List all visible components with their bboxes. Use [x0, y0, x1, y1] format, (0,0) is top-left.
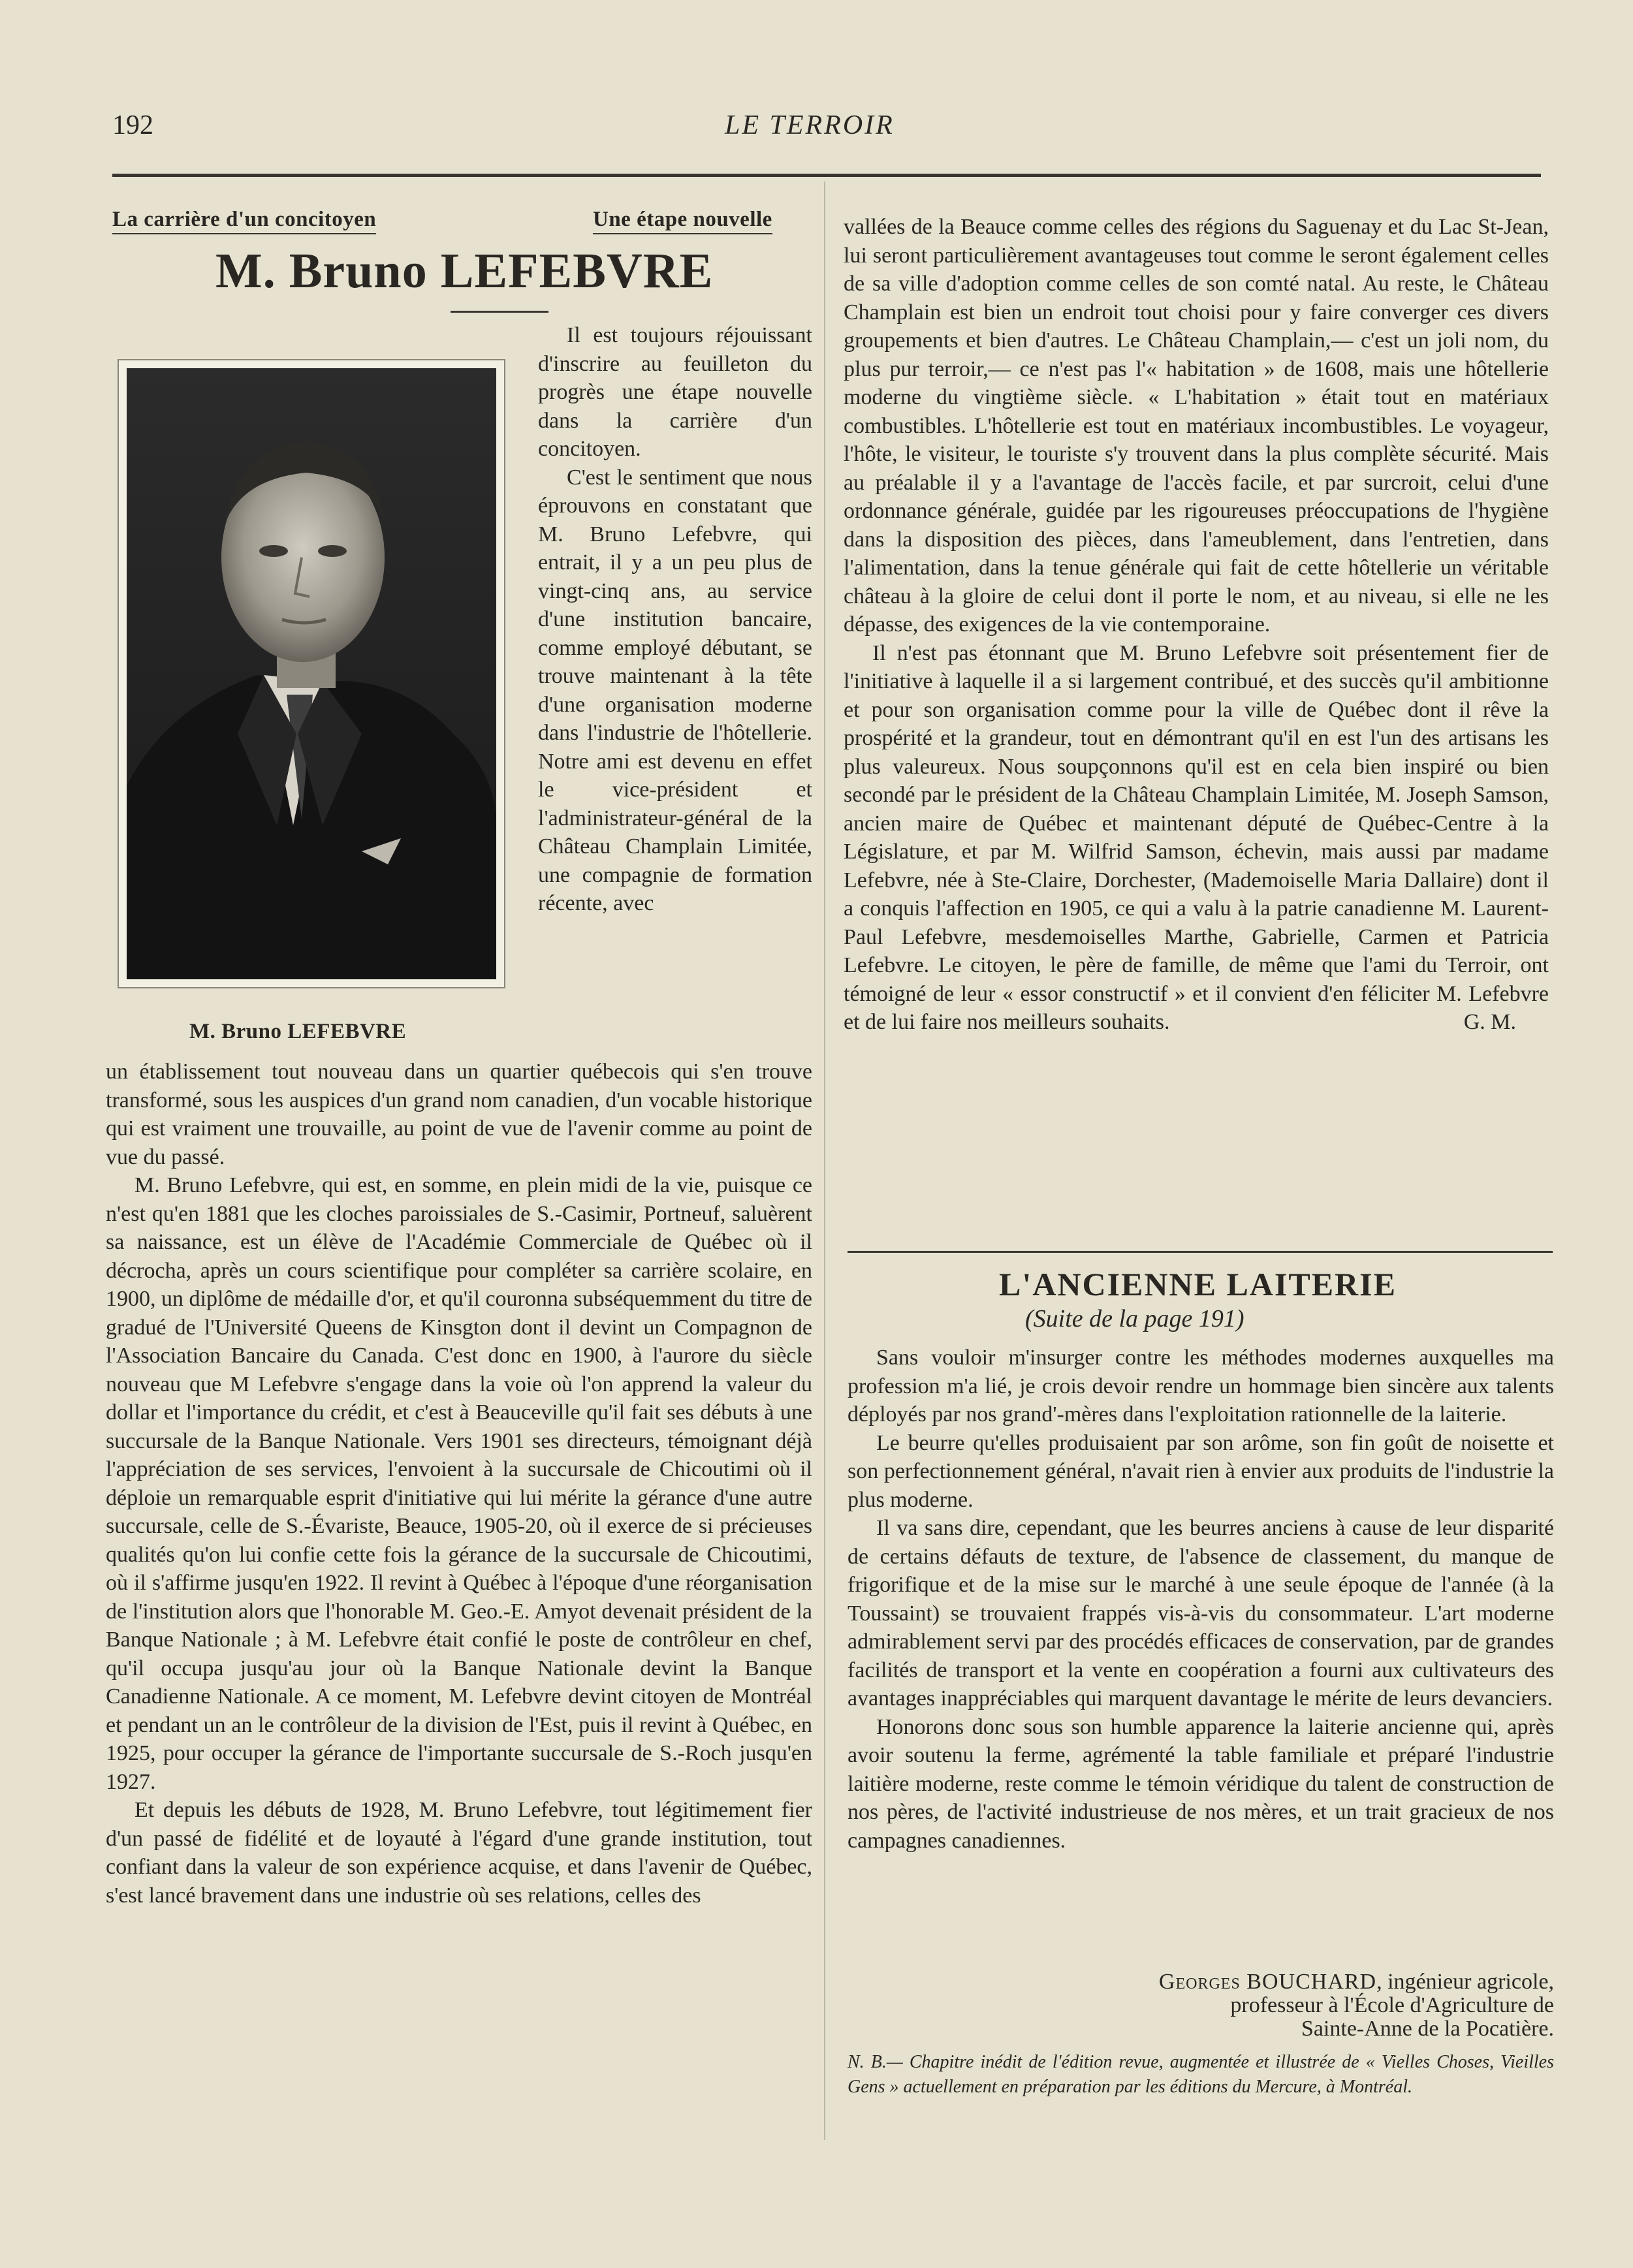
signature: G. M.	[1463, 1010, 1516, 1034]
photo-caption: M. Bruno LEFEBVRE	[189, 1020, 407, 1043]
article1-right-column	[844, 213, 1549, 1037]
author-name: Georges BOUCHARD	[1158, 1970, 1377, 1994]
portrait-photo	[127, 368, 496, 979]
paragraph: Sans vouloir m'insurger contre les méthodes modernes auxquelles ma profession m'a lié, je crois devoir rendre un hommage bien sincère aux talents déployés par nos grand'-mères dans l'exploitation rationnelle de la laiterie.	[848, 1346, 1554, 1426]
paragraph: M. Bruno Lefebvre, qui est, en somme, en plein midi de la vie, puisque ce n'est qu'en 1881 que les cloches paroissiales de S.-Casimir, Portneuf, saluèrent sa naissance, est un élève de l'Académie Commerciale de Québec où il décrocha, après un cours scientifique pour compléter sa carrière scolaire, en 1900, un diplôme de médaille d'or, et qu'il couronna subséquemment du titre de gradué de l'Université Queens de Kinsgton dont il devint un Compagnon de l'Association Bancaire du Canada. C'est donc en 1900, à l'aurore du siècle nouveau que M Lefebvre s'engage dans la voie où l'on apprend la valeur du dollar et l'importance du crédit, et c'est à Beauceville qu'il fait ses débuts à une succursale de la Banque Nationale. Vers 1901 ses directeurs, témoignant déjà l'appréciation de ses services, l'envoient à la succursale de Chicoutimi où il déploie un remarquable esprit d'initiative qui lui mérite la gérance d'une autre succursale, celle de S.-Évariste, Beauce, 1905-20, où il exerce de si précieuses qualités qu'on lui confie cette fois la gérance de la succursale de Chicoutimi, où il s'affirme jusqu'en 1922. Il revint à Québec à l'époque d'une réorganisation de l'institution alors que l'honorable M. Geo.-E. Amyot devenait président de la Banque Nationale ; à M. Lefebvre était confié le poste de contrôleur en chef, qu'il occupa jusqu'au jour où la Banque Nationale devint la Banque Canadienne Nationale. A ce moment, M. Lefebvre devint citoyen de Montréal et pendant un an le contrôleur de la division de l'Est, puis il revint à Québec, en 1925, pour occuper la gérance de l'importante succursale de S.-Roch jusqu'en 1927.	[106, 1173, 812, 1794]
paragraph: vallées de la Beauce comme celles des régions du Saguenay et du Lac St-Jean, lui seront particulièrement avantageuses tout comme le seront également celles de sa ville d'adoption comme celles de son comté natal. Au reste, le Château Champlain est bien un endroit tout choisi pour y faire converger ces divers groupements et bien d'autres. Le Château Champlain,— c'est un joli nom, du plus pur terroir,— ce n'est pas l'« habitation » de 1608, mais une hôtellerie moderne du vingtième siècle. « L'habitation » était tout en matériaux combustibles. L'hôtellerie est tout en matériaux incombustibles. Le voyageur, l'hôte, le visiteur, le touriste s'y trouvent dans la plus complète sécurité. Mais au préalable il y a l'avantage de l'accès facile, et par surcroit, celui d'une ordonnance générale, guidée par les rigoureuses préoccupations de l'hygiène dans la disposition des pièces, dans l'ameublement, dans l'entretien, dans l'alimentation, dans la tenue générale qui fait de cette hôtellerie un véritable château à la gloire de celui dont il porte le nom, et au niveau, si elle ne les dépasse, des exigences de la vie contemporaine.	[844, 215, 1549, 637]
article2-column	[848, 1344, 1554, 1855]
author-role: , ingénieur agricole,	[1376, 1970, 1554, 1994]
section-separator	[848, 1251, 1553, 1253]
page-number: 192	[112, 110, 153, 140]
paragraph	[844, 639, 1549, 1037]
article-title: M. Bruno LEFEBVRE	[215, 244, 714, 298]
author-line-2: professeur à l'École d'Agriculture de	[1230, 1993, 1554, 2017]
section-title: L'ANCIENNE LAITERIE	[999, 1266, 1397, 1302]
paragraph: C'est le sentiment que nous éprouvons en constatant que M. Bruno Lefebvre, qui entrait, il y a un peu plus de vingt-cinq ans, au service d'une institution bancaire, comme employé débutant, se trouve maintenant à la tête d'une organisation moderne dans l'industrie de l'hôtellerie. Notre ami est devenu en effet le vice-président et l'administrateur-général de la Château Champlain Limitée, une compagnie de formation récente, avec	[538, 465, 812, 915]
section-subtitle: (Suite de la page 191)	[1025, 1305, 1245, 1332]
kicker-left: La carrière d'un concitoyen	[112, 208, 376, 234]
article1-left-column	[106, 1058, 812, 1910]
paragraph-text: Il n'est pas étonnant que M. Bruno Lefebvre soit présentement fier de l'initiative à laquelle il a si largement contribué, et des succès qu'il ambitionne et pour son organisation comme pour la ville de Québec dont il rêve la prospérité et la grandeur, tout en démontrant qu'il en est l'un des artisans les plus valeureux. Nous soupçonnons qu'il est en cela bien inspiré ou bien secondé par le président de la Château Champlain Limitée, M. Joseph Samson, ancien maire de Québec et maintenant député de Québec-Centre à la Législature, et par M. Wilfrid Samson, échevin, mais aussi par madame Lefebvre, née à Ste-Claire, Dorchester, (Mademoiselle Maria Dallaire) dont il a conquis l'affection en 1905, ce qui a valu à la patrie canadienne M. Laurent-Paul Lefebvre, mesdemoiselles Marthe, Gabrielle, Carmen et Patricia Lefebvre. Le citoyen, le père de famille, de même que l'ami du Terroir, ont témoigné de leur « essor constructif » et il convient d'en féliciter M. Lefebvre et de lui faire nos meilleurs souhaits.	[844, 640, 1549, 1034]
author-line-3: Sainte-Anne de la Pocatière.	[1301, 2017, 1554, 2041]
paragraph: Il va sans dire, cependant, que les beurres anciens à cause de leur disparité de certains défauts de texture, de l'absence de classement, du manque de frigorifique et de la mise sur le marché à une seule époque de l'année (à la Toussaint) se trouvaient frappés vis-à-vis du consommateur. L'art moderne admirablement servi par des procédés efficaces de conservation, par de grandes facilités de transport et la vente en coopération a fourni aux cultivateurs des avantages inappréciables qui marquent davantage le mérite de leurs devanciers.	[848, 1516, 1554, 1710]
header-rule	[112, 174, 1541, 177]
author-block	[1006, 1970, 1554, 2041]
kicker-right: Une étape nouvelle	[593, 208, 772, 234]
column-divider	[824, 181, 825, 2140]
paragraph: Et depuis les débuts de 1928, M. Bruno Lefebvre, tout légitimement fier d'un passé de fidélité et de loyauté à l'égard d'une grande institution, tout confiant dans la valeur de son expérience acquise, et dans l'avenir de Québec, s'est lancé bravement dans une industrie où ses relations, celles des	[106, 1798, 812, 1908]
paragraph: Honorons donc sous son humble apparence la laiterie ancienne qui, après avoir soutenu la ferme, agrémenté la table familiale et préparé l'industrie laitière moderne, reste comme le témoin véridique du talent de construction de nos pères, de l'activité industrieuse de nos mères, et un trait gracieux de nos campagnes canadiennes.	[848, 1714, 1554, 1853]
portrait-photo-frame	[118, 359, 505, 988]
article1-narrow-column	[538, 321, 812, 918]
paragraph: un établissement tout nouveau dans un quartier québecois qui s'en trouve transformé, sous les auspices d'un grand nom canadien, d'un vocable historique qui est vraiment une trouvaille, au point de vue de l'avenir comme au point de vue du passé.	[106, 1060, 812, 1169]
journal-title: LE TERROIR	[725, 110, 895, 140]
paragraph: Le beurre qu'elles produisaient par son arôme, son fin goût de noisette et son perfectionnement général, n'avait rien à envier aux produits de l'industrie la plus moderne.	[848, 1430, 1554, 1512]
title-rule	[451, 311, 548, 313]
paragraph: Il est toujours réjouissant d'inscrire au feuilleton du progrès une étape nouvelle dans la carrière d'un concitoyen.	[538, 323, 812, 461]
editorial-note: N. B.— Chapitre inédit de l'édition revue, augmentée et illustrée de « Vielles Choses, Vieilles Gens » actuellement en préparation par les éditions du Mercure, à Montréal.	[848, 2052, 1554, 2097]
author-line-1	[1006, 1970, 1554, 1994]
